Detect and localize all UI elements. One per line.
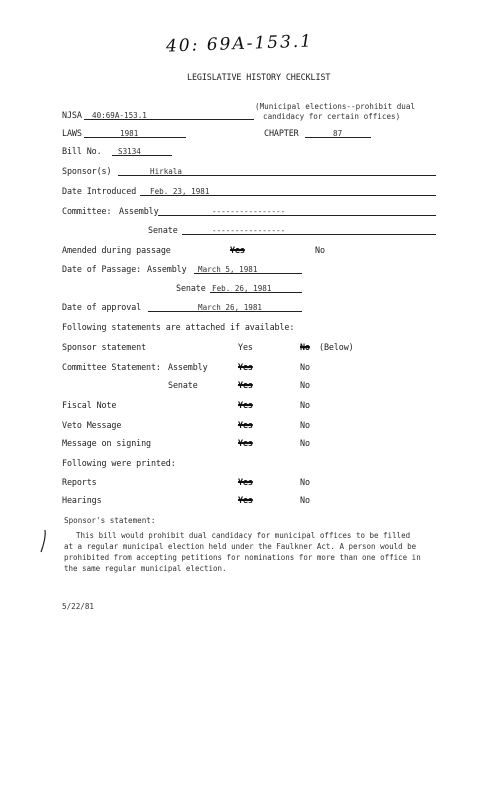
laws-label: LAWS bbox=[62, 128, 82, 138]
committee-label: Committee: bbox=[62, 206, 112, 216]
sponsor-statement-heading: Sponsor's statement: bbox=[64, 516, 156, 525]
date-introduced-label: Date Introduced bbox=[62, 186, 137, 196]
printed-heading: Following were printed: bbox=[62, 458, 176, 468]
committee-assembly-no: No bbox=[300, 362, 310, 372]
committee-assembly-value: ---------------- bbox=[212, 207, 286, 216]
sponsor-statement-line-2: at a regular municipal election held under the Faulkner Act. A person would be bbox=[64, 542, 417, 551]
committee-senate-value: ---------------- bbox=[212, 226, 286, 235]
attached-heading: Following statements are attached if available: bbox=[62, 322, 295, 332]
committee-statement-assembly: Assembly bbox=[168, 362, 208, 372]
passage-senate-label: Senate bbox=[176, 283, 206, 293]
hearings-no: No bbox=[300, 495, 310, 505]
message-on-signing-yes-struck: Yes bbox=[238, 438, 253, 448]
amended-label: Amended during passage bbox=[62, 245, 171, 255]
committee-senate-no: No bbox=[300, 380, 310, 390]
sponsor-statement-line-1: This bill would prohibit dual candidacy for municipal offices to be filled bbox=[76, 531, 411, 540]
njsa-label: NJSA bbox=[62, 110, 82, 120]
sponsor-statement-line-4: the same regular municipal election. bbox=[64, 564, 227, 573]
reports-yes-struck: Yes bbox=[238, 477, 253, 487]
bill-label: Bill No. bbox=[62, 146, 102, 156]
footer-date: 5/22/81 bbox=[62, 602, 95, 611]
date-of-passage-label: Date of Passage: bbox=[62, 264, 142, 274]
veto-message-label: Veto Message bbox=[62, 420, 122, 430]
date-introduced-value: Feb. 23, 1981 bbox=[150, 187, 210, 196]
veto-message-no: No bbox=[300, 420, 310, 430]
hearings-yes-struck: Yes bbox=[238, 495, 253, 505]
committee-statement-senate: Senate bbox=[168, 380, 198, 390]
njsa-description-line1: (Municipal elections--prohibit dual bbox=[255, 102, 416, 111]
sponsor-statement-label: Sponsor statement bbox=[62, 342, 147, 352]
committee-assembly-label: Assembly bbox=[119, 206, 159, 216]
handwritten-statute-number: 40: 69A-153.1 bbox=[165, 31, 314, 57]
passage-assembly-value: March 5, 1981 bbox=[198, 265, 258, 274]
date-of-approval-value: March 26, 1981 bbox=[198, 303, 263, 312]
reports-label: Reports bbox=[62, 477, 97, 487]
reports-no: No bbox=[300, 477, 310, 487]
hearings-label: Hearings bbox=[62, 495, 102, 505]
committee-senate-yes-struck: Yes bbox=[238, 380, 253, 390]
fiscal-note-no: No bbox=[300, 400, 310, 410]
veto-message-yes-struck: Yes bbox=[238, 420, 253, 430]
sponsor-statement-line-3: prohibited from accepting petitions for nominations for more than one office in bbox=[64, 553, 421, 562]
committee-senate-label: Senate bbox=[148, 225, 178, 235]
committee-statement-label: Committee Statement: bbox=[62, 362, 161, 372]
sponsor-statement-no-struck: No bbox=[300, 342, 310, 352]
fiscal-note-label: Fiscal Note bbox=[62, 400, 117, 410]
passage-assembly-label: Assembly bbox=[147, 264, 187, 274]
amended-yes-struck: Yes bbox=[230, 245, 245, 255]
committee-assembly-yes-struck: Yes bbox=[238, 362, 253, 372]
sponsor-value: Hirkala bbox=[150, 167, 183, 176]
bill-value: S3134 bbox=[118, 147, 141, 156]
njsa-value: 40:69A-153.1 bbox=[92, 111, 147, 120]
margin-mark-icon bbox=[39, 528, 49, 554]
fiscal-note-yes-struck: Yes bbox=[238, 400, 253, 410]
message-on-signing-label: Message on signing bbox=[62, 438, 151, 448]
sponsor-statement-note: (Below) bbox=[319, 342, 354, 352]
message-on-signing-no: No bbox=[300, 438, 310, 448]
sponsor-label: Sponsor(s) bbox=[62, 166, 112, 176]
passage-senate-value: Feb. 26, 1981 bbox=[212, 284, 272, 293]
laws-value: 1981 bbox=[120, 129, 139, 138]
chapter-label: CHAPTER bbox=[264, 128, 299, 138]
page-title: LEGISLATIVE HISTORY CHECKLIST bbox=[187, 72, 331, 82]
njsa-description-line2: candidacy for certain offices) bbox=[263, 112, 401, 121]
date-of-approval-label: Date of approval bbox=[62, 302, 142, 312]
chapter-value: 87 bbox=[333, 129, 343, 138]
amended-no: No bbox=[315, 245, 325, 255]
sponsor-statement-yes: Yes bbox=[238, 342, 253, 352]
